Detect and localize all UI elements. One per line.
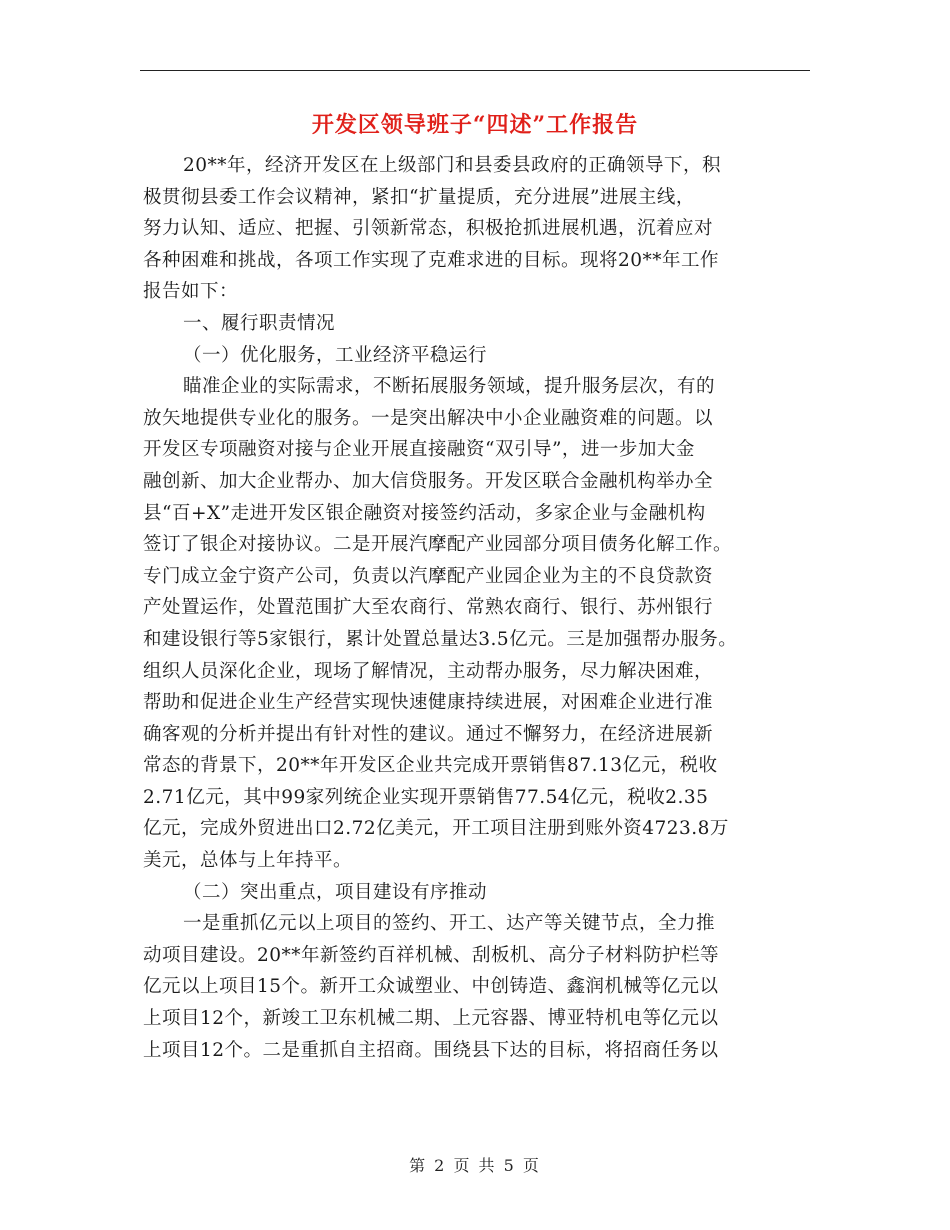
body-line: 报告如下： <box>143 281 239 303</box>
body-line: 签订了银企对接协议。二是开展汽摩配产业园部分项目债务化解工作。 <box>143 534 733 556</box>
body-line: 专门成立金宁资产公司，负责以汽摩配产业园企业为主的不良贷款资 <box>143 565 714 587</box>
body-line: 常态的背景下，20**年开发区企业共完成开票销售87.13亿元，税收 <box>143 755 718 777</box>
body-line: 开发区专项融资对接与企业开展直接融资“双引导”，进一步加大金 <box>143 439 695 461</box>
page-number: 第 2 页 共 5 页 <box>409 1156 541 1175</box>
body-line: 帮助和促进企业生产经营实现快速健康持续进展，对困难企业进行准 <box>143 692 714 714</box>
document-body <box>143 150 823 1066</box>
section-heading: 一、履行职责情况 <box>183 312 336 334</box>
body-line: 各种困难和挑战，各项工作实现了克难求进的目标。现将20**年工作 <box>143 249 720 271</box>
body-line: 融创新、加大企业帮办、加大信贷服务。开发区联合金融机构举办全 <box>143 470 714 492</box>
body-line: 产处置运作，处置范围扩大至农商行、常熟农商行、银行、苏州银行 <box>143 597 714 619</box>
body-line: 极贯彻县委工作会议精神，紧扣“扩量提质，充分进展”进展主线， <box>143 186 695 208</box>
body-line: 20**年，经济开发区在上级部门和县委县政府的正确领导下，积 <box>183 155 722 176</box>
body-line: 努力认知、适应、把握、引领新常态，积极抢抓进展机遇，沉着应对 <box>143 218 714 240</box>
body-line: 亿元以上项目15个。新开工众诚塑业、中创铸造、鑫润机械等亿元以 <box>143 976 719 998</box>
body-line: 县“百+X”走进开发区银企融资对接签约活动，多家企业与金融机构 <box>143 502 706 524</box>
body-line: 上项目12个。二是重抓自主招商。围绕县下达的目标，将招商任务以 <box>143 1039 719 1061</box>
subsection-heading: （一）优化服务，工业经济平稳运行 <box>183 344 488 366</box>
body-line: 确客观的分析并提出有针对性的建议。通过不懈努力，在经济进展新 <box>143 723 714 745</box>
body-line: 2.71亿元，其中99家列统企业实现开票销售77.54亿元，税收2.35 <box>143 786 709 808</box>
body-line: 美元，总体与上年持平。 <box>143 850 353 872</box>
body-line: 上项目12个，新竣工卫东机械二期、上元容器、博亚特机电等亿元以 <box>143 1008 719 1030</box>
body-line: 动项目建设。20**年新签约百祥机械、刮板机、高分子材料防护栏等 <box>143 944 720 966</box>
body-line: 瞄准企业的实际需求，不断拓展服务领域，提升服务层次，有的 <box>183 376 716 398</box>
document-title: 开发区领导班子“四述”工作报告 <box>311 112 639 138</box>
body-line: 和建设银行等5家银行，累计处置总量达3.5亿元。三是加强帮办服务。 <box>143 628 738 650</box>
body-line: 一是重抓亿元以上项目的签约、开工、达产等关键节点，全力推 <box>183 913 716 935</box>
body-line: 组织人员深化企业，现场了解情况，主动帮办服务，尽力解决困难， <box>143 660 714 682</box>
header-rule <box>140 70 810 71</box>
body-line: 亿元，完成外贸进出口2.72亿美元，开工项目注册到账外资4723.8万 <box>143 818 729 840</box>
subsection-heading: （二）突出重点，项目建设有序推动 <box>183 881 488 903</box>
body-line: 放矢地提供专业化的服务。一是突出解决中小企业融资难的问题。以 <box>143 407 714 429</box>
